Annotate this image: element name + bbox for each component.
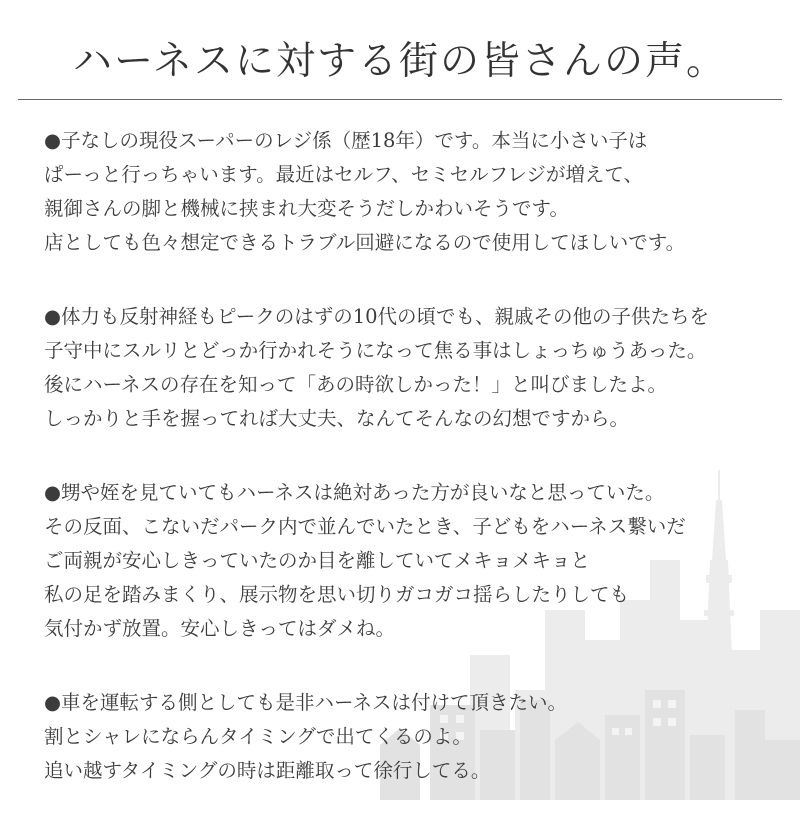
testimonial-line: 店としても色々想定できるトラブル回避になるので使用してほしいです。 xyxy=(44,231,686,254)
testimonial-line: その反面、こないだパーク内で並んでいたとき、子どもをハーネス繋いだ xyxy=(44,515,686,538)
testimonial-line: ぱーっと行っちゃいます。最近はセルフ、セミセルフレジが増えて、 xyxy=(44,163,643,186)
title-divider xyxy=(18,99,782,100)
testimonial-paragraph xyxy=(44,124,784,260)
testimonials-section xyxy=(44,124,784,828)
page-title: ハーネスに対する街の皆さんの声。 xyxy=(72,39,728,84)
testimonial-line: 後にハーネスの存在を知って「あの時欲しかった！」と叫びましたよ。 xyxy=(44,373,668,396)
testimonial-paragraph xyxy=(44,300,784,436)
testimonial-line: ●子なしの現役スーパーのレジ係（歴18年）です。本当に小さい子は xyxy=(44,129,648,152)
testimonial-line: ●体力も反射神経もピークのはずの10代の頃でも、親戚その他の子供たちを xyxy=(44,305,710,328)
testimonial-line: ご両親が安心しきっていたのか目を離していてメキョメキョと xyxy=(44,549,591,572)
testimonial-line: 追い越すタイミングの時は距離取って徐行してる。 xyxy=(44,759,491,782)
testimonial-line: 気付かず放置。安心しきってはダメね。 xyxy=(44,617,396,640)
testimonial-line: 親御さんの脚と機械に挟まれ大変そうだしかわいそうです。 xyxy=(44,197,569,220)
testimonial-paragraph xyxy=(44,476,784,646)
testimonial-line: しっかりと手を握ってれば大丈夫、なんてそんなの幻想ですから。 xyxy=(44,407,630,430)
testimonial-paragraph xyxy=(44,686,784,788)
testimonial-line: 割とシャレにならんタイミングで出てくるのよ。 xyxy=(44,725,472,748)
testimonial-line: 私の足を踏みまくり、展示物を思い切りガコガコ揺らしたりしても xyxy=(44,583,630,606)
testimonial-line: ●甥や姪を見ていてもハーネスは絶対あった方が良いなと思っていた。 xyxy=(44,481,665,504)
testimonial-line: ●車を運転する側としても是非ハーネスは付けて頂きたい。 xyxy=(44,691,568,714)
testimonial-line: 子守中にスルリとどっか行かれそうになって焦る事はしょっちゅうあった。 xyxy=(44,339,707,362)
